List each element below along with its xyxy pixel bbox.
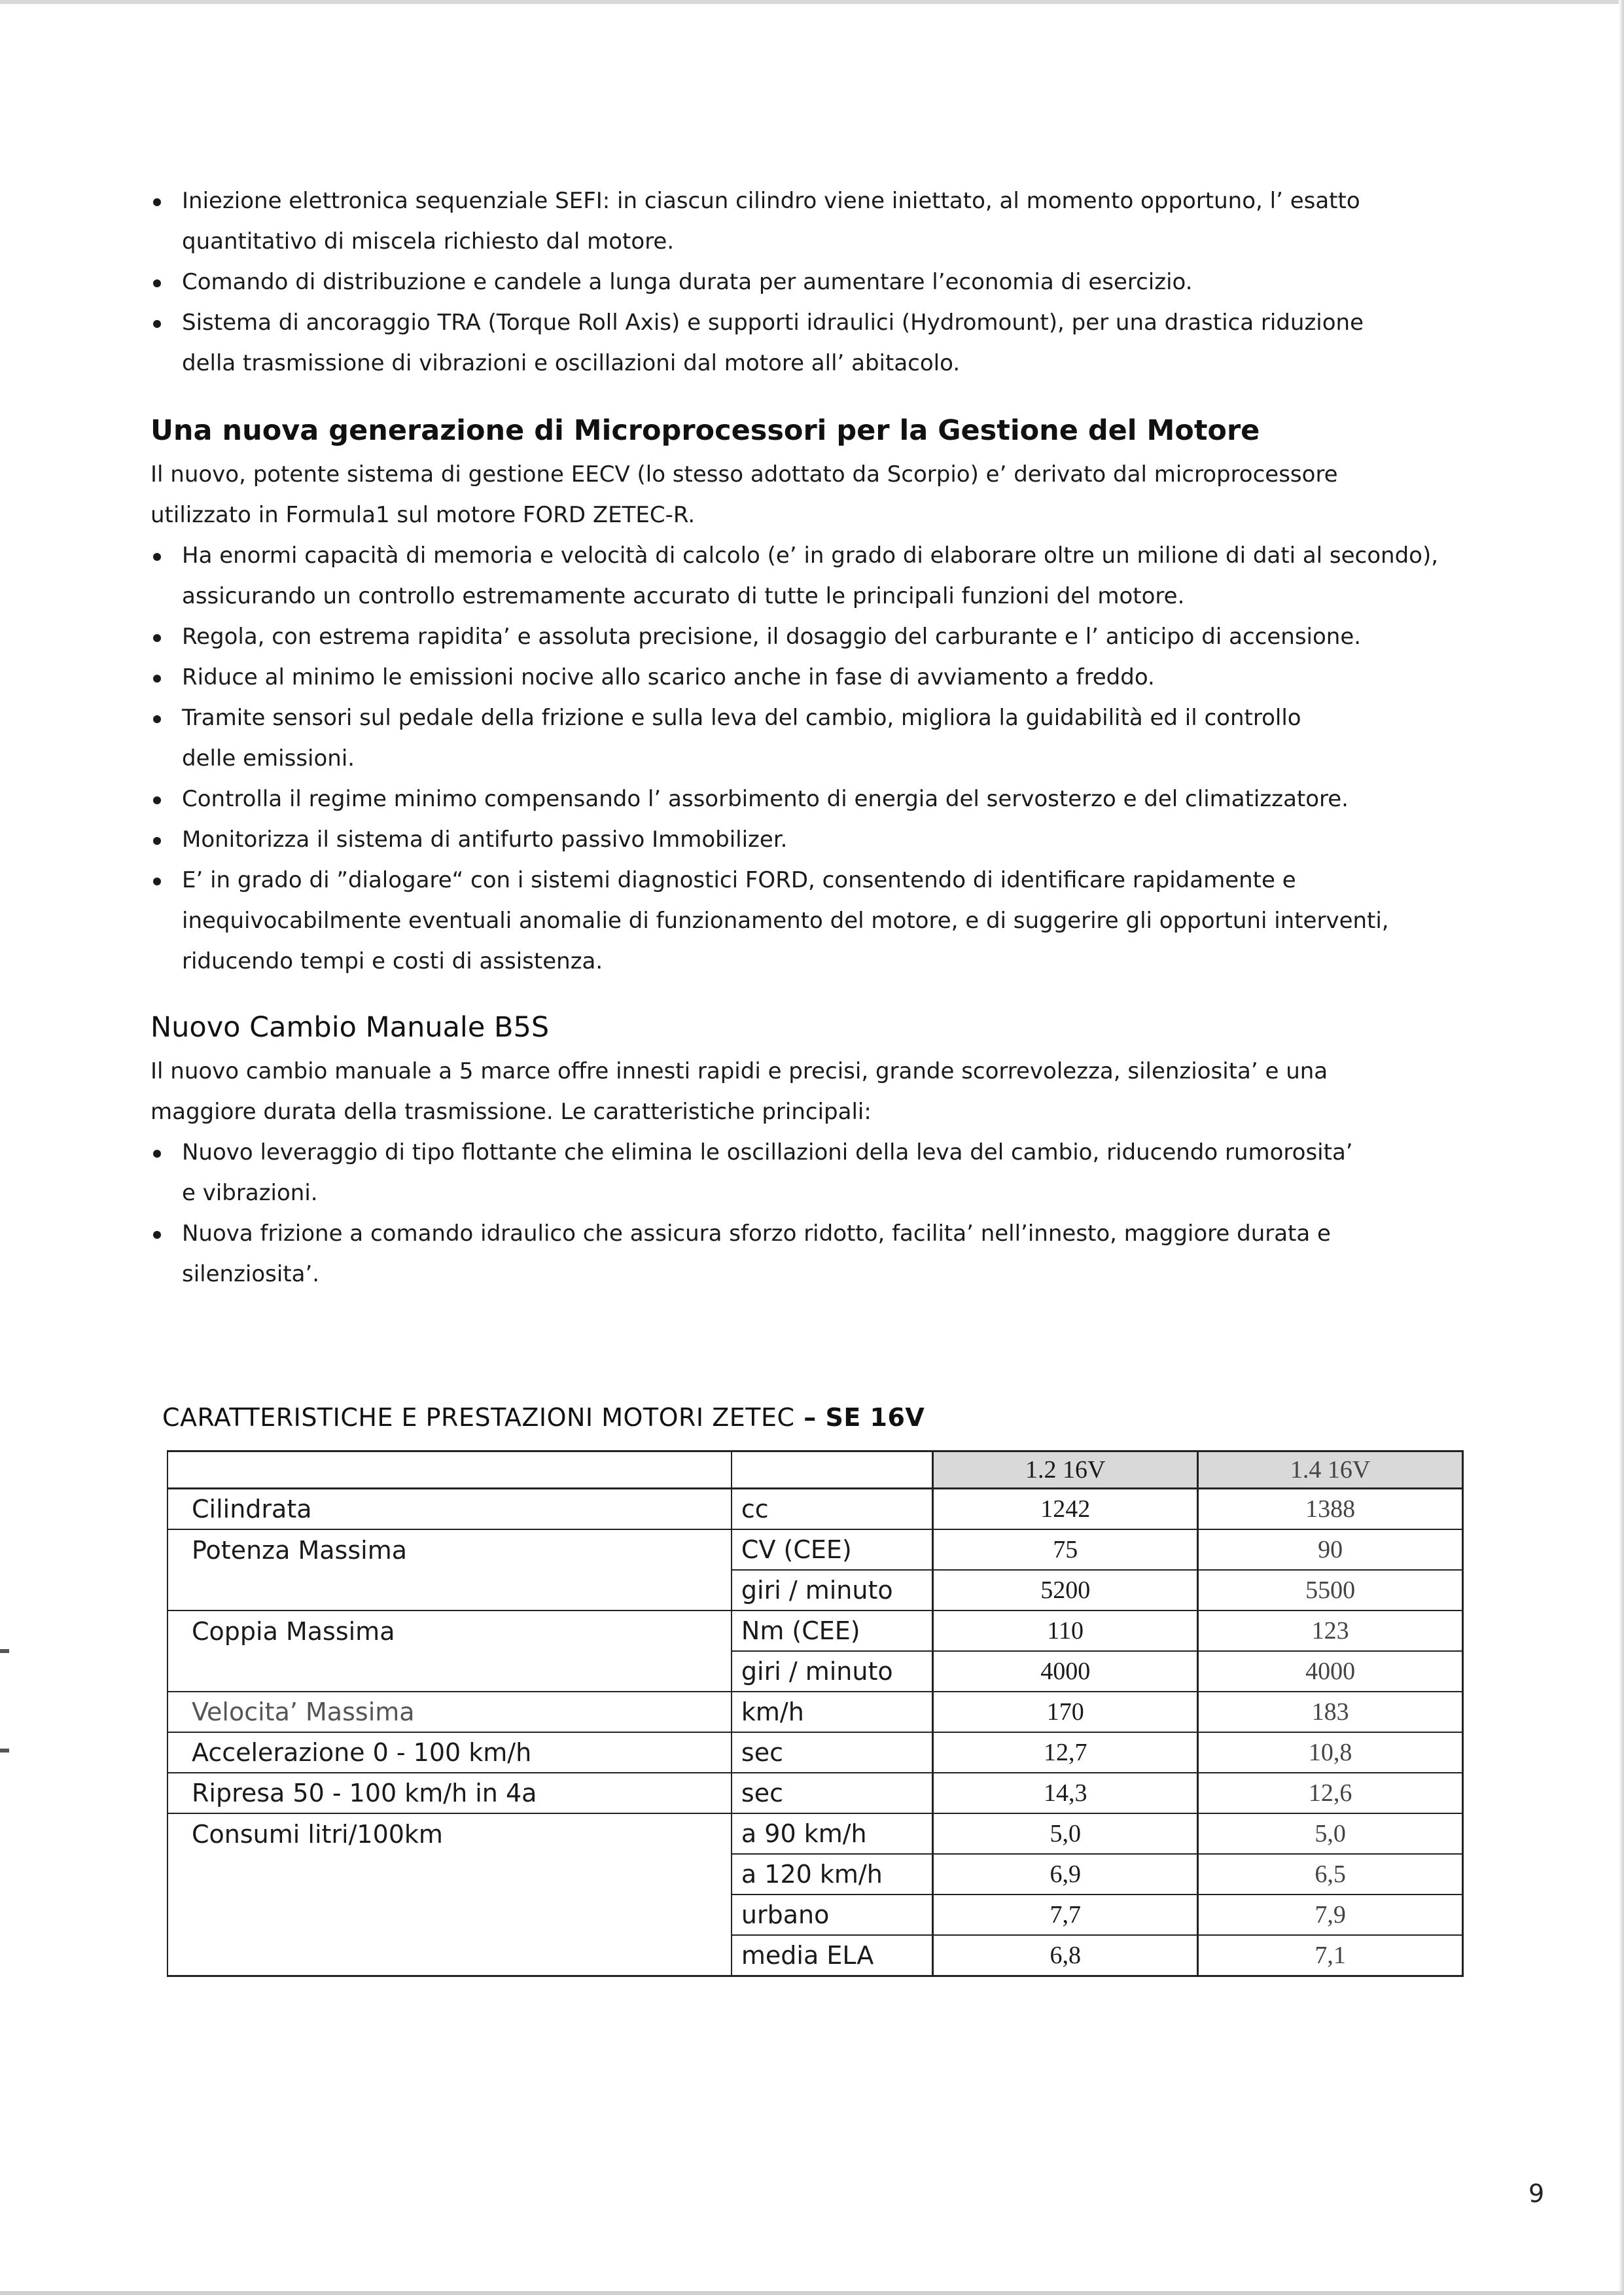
table-title-suffix: – SE 16V — [794, 1403, 925, 1432]
header-cell-engine-14: 1.4 16V — [1198, 1451, 1463, 1489]
row-unit-cell: CV (CEE) — [732, 1529, 933, 1570]
bullet-line: quantitativo di miscela richiesto dal motore. — [182, 228, 675, 255]
page-edge-top — [0, 0, 1624, 4]
value-cell-engine-14: 5500 — [1198, 1570, 1463, 1610]
value-cell-engine-14: 5,0 — [1198, 1813, 1463, 1854]
value-cell-engine-14: 7,9 — [1198, 1895, 1463, 1935]
value-cell-engine-12: 5,0 — [933, 1813, 1198, 1854]
bullet-item — [150, 1132, 1472, 1213]
row-label-cell: Potenza Massima — [168, 1529, 732, 1570]
spec-table — [167, 1450, 1464, 1977]
value-cell-engine-14: 6,5 — [1198, 1854, 1463, 1895]
spec-table-body — [168, 1489, 1463, 1976]
value-cell-engine-14: 123 — [1198, 1610, 1463, 1651]
value-cell-engine-14: 4000 — [1198, 1651, 1463, 1692]
row-unit-cell: a 120 km/h — [732, 1854, 933, 1895]
value-cell-engine-12: 75 — [933, 1529, 1198, 1570]
bullet-line: delle emissioni. — [182, 745, 355, 772]
row-unit-cell: cc — [732, 1489, 933, 1530]
table-row — [168, 1651, 1463, 1692]
bullet-item — [150, 616, 1472, 657]
value-cell-engine-12: 6,8 — [933, 1935, 1198, 1976]
table-row — [168, 1610, 1463, 1651]
bullet-item — [150, 698, 1472, 779]
header-cell-label — [168, 1451, 732, 1489]
binding-mark — [0, 1649, 9, 1653]
value-cell-engine-12: 6,9 — [933, 1854, 1198, 1895]
row-unit-cell: urbano — [732, 1895, 933, 1935]
bullet-item — [150, 860, 1472, 982]
page-number: 9 — [1528, 2179, 1545, 2208]
intro-bullet-distribuzione — [150, 262, 1472, 302]
para-line: maggiore durata della trasmissione. Le caratteristiche principali: — [150, 1099, 872, 1125]
bullet-line: Comando di distribuzione e candele a lunga durata per aumentare l’economia di esercizio. — [182, 269, 1193, 295]
bullet-item — [150, 535, 1472, 616]
value-cell-engine-12: 4000 — [933, 1651, 1198, 1692]
table-row — [168, 1489, 1463, 1530]
table-row — [168, 1570, 1463, 1610]
micro-intro — [150, 454, 1472, 535]
table-row — [168, 1813, 1463, 1854]
micro-section — [150, 411, 1472, 982]
spec-table-header-row — [168, 1451, 1463, 1489]
bullet-line: Ha enormi capacità di memoria e velocità di calcolo (e’ in grado di elaborare oltre un milione di dati al secondo), — [182, 543, 1439, 569]
value-cell-engine-12: 7,7 — [933, 1895, 1198, 1935]
bullet-line: silenziosita’. — [182, 1261, 320, 1287]
value-cell-engine-12: 1242 — [933, 1489, 1198, 1530]
bullet-line: della trasmissione di vibrazioni e oscillazioni dal motore all’ abitacolo. — [182, 350, 961, 376]
value-cell-engine-14: 90 — [1198, 1529, 1463, 1570]
value-cell-engine-14: 1388 — [1198, 1489, 1463, 1530]
intro-section — [150, 181, 1472, 383]
bullet-item — [150, 657, 1472, 698]
value-cell-engine-12: 5200 — [933, 1570, 1198, 1610]
bullet-line: inequivocabilmente eventuali anomalie di funzionamento del motore, e di suggerire gli opportuni interventi, — [182, 908, 1389, 934]
bullet-item — [150, 819, 1472, 860]
para-line: Il nuovo cambio manuale a 5 marce offre innesti rapidi e precisi, grande scorrevolezza, silenziosita’ e una — [150, 1058, 1328, 1084]
value-cell-engine-12: 110 — [933, 1610, 1198, 1651]
row-label-cell — [168, 1651, 732, 1692]
row-unit-cell: sec — [732, 1732, 933, 1773]
bullet-item — [150, 779, 1472, 819]
bullet-item — [150, 1213, 1472, 1294]
page-edge-right — [1619, 0, 1624, 2295]
value-cell-engine-12: 14,3 — [933, 1773, 1198, 1813]
table-title-text: CARATTERISTICHE E PRESTAZIONI MOTORI ZETEC — [162, 1403, 795, 1432]
row-unit-cell: Nm (CEE) — [732, 1610, 933, 1651]
value-cell-engine-14: 183 — [1198, 1692, 1463, 1732]
row-unit-cell: km/h — [732, 1692, 933, 1732]
cambio-intro — [150, 1051, 1472, 1132]
page-edge-bottom — [0, 2291, 1624, 2295]
row-label-cell: Ripresa 50 - 100 km/h in 4a — [168, 1773, 732, 1813]
value-cell-engine-14: 12,6 — [1198, 1773, 1463, 1813]
para-line: Il nuovo, potente sistema di gestione EECV (lo stesso adottato da Scorpio) e’ derivato dal microprocessore — [150, 461, 1338, 488]
para-line: utilizzato in Formula1 sul motore FORD ZETEC-R. — [150, 502, 696, 528]
micro-section-title: Una nuova generazione di Microprocessori per la Gestione del Motore — [150, 414, 1260, 447]
cambio-section-title: Nuovo Cambio Manuale B5S — [150, 1011, 550, 1044]
row-unit-cell: media ELA — [732, 1935, 933, 1976]
table-row — [168, 1935, 1463, 1976]
bullet-line: riducendo tempi e costi di assistenza. — [182, 948, 603, 974]
bullet-line: Tramite sensori sul pedale della frizione e sulla leva del cambio, migliora la guidabilità ed il controllo — [182, 705, 1301, 731]
bullet-line: Sistema di ancoraggio TRA (Torque Roll Axis) e supporti idraulici (Hydromount), per una drastica riduzione — [182, 310, 1364, 336]
row-label-cell — [168, 1570, 732, 1610]
row-label-cell — [168, 1854, 732, 1895]
value-cell-engine-12: 170 — [933, 1692, 1198, 1732]
bullet-line: Monitorizza il sistema di antifurto passivo Immobilizer. — [182, 827, 788, 853]
value-cell-engine-12: 12,7 — [933, 1732, 1198, 1773]
micro-bullet-list — [150, 535, 1472, 982]
bullet-line: Controlla il regime minimo compensando l’ assorbimento di energia del servosterzo e del climatizzatore. — [182, 786, 1349, 812]
row-unit-cell: giri / minuto — [732, 1651, 933, 1692]
intro-bullet-list — [150, 181, 1472, 383]
intro-bullet-sefi — [150, 181, 1472, 262]
table-row — [168, 1895, 1463, 1935]
row-label-cell: Cilindrata — [168, 1489, 732, 1530]
bullet-line: Riduce al minimo le emissioni nocive allo scarico anche in fase di avviamento a freddo. — [182, 664, 1155, 690]
row-label-cell: Consumi litri/100km — [168, 1813, 732, 1854]
row-label-cell: Accelerazione 0 - 100 km/h — [168, 1732, 732, 1773]
table-row — [168, 1854, 1463, 1895]
row-label-cell — [168, 1935, 732, 1976]
intro-bullet-tra — [150, 302, 1472, 383]
table-row — [168, 1529, 1463, 1570]
table-title — [162, 1400, 925, 1434]
bullet-line: Nuova frizione a comando idraulico che assicura sforzo ridotto, facilita’ nell’innesto, maggiore durata e — [182, 1220, 1331, 1247]
bullet-line: Nuovo leveraggio di tipo flottante che elimina le oscillazioni della leva del cambio, riducendo rumorosita’ — [182, 1139, 1353, 1165]
row-unit-cell: giri / minuto — [732, 1570, 933, 1610]
row-label-cell: Coppia Massima — [168, 1610, 732, 1651]
table-row — [168, 1692, 1463, 1732]
row-unit-cell: a 90 km/h — [732, 1813, 933, 1854]
table-row — [168, 1773, 1463, 1813]
bullet-line: E’ in grado di ”dialogare“ con i sistemi diagnostici FORD, consentendo di identificare rapidamente e — [182, 867, 1296, 893]
row-unit-cell: sec — [732, 1773, 933, 1813]
header-cell-unit — [732, 1451, 933, 1489]
row-label-cell — [168, 1895, 732, 1935]
header-cell-engine-12: 1.2 16V — [933, 1451, 1198, 1489]
bullet-line: assicurando un controllo estremamente accurato di tutte le principali funzioni del motore. — [182, 583, 1185, 609]
binding-mark — [0, 1749, 9, 1752]
cambio-bullet-list — [150, 1132, 1472, 1294]
value-cell-engine-14: 10,8 — [1198, 1732, 1463, 1773]
table-row — [168, 1732, 1463, 1773]
bullet-line: Regola, con estrema rapidita’ e assoluta precisione, il dosaggio del carburante e l’ anticipo di accensione. — [182, 624, 1362, 650]
value-cell-engine-14: 7,1 — [1198, 1935, 1463, 1976]
bullet-line: e vibrazioni. — [182, 1180, 318, 1206]
row-label-cell: Velocita’ Massima — [168, 1692, 732, 1732]
bullet-line: Iniezione elettronica sequenziale SEFI: in ciascun cilindro viene iniettato, al momento opportuno, l’ esatto — [182, 188, 1360, 214]
cambio-section — [150, 1008, 1472, 1294]
